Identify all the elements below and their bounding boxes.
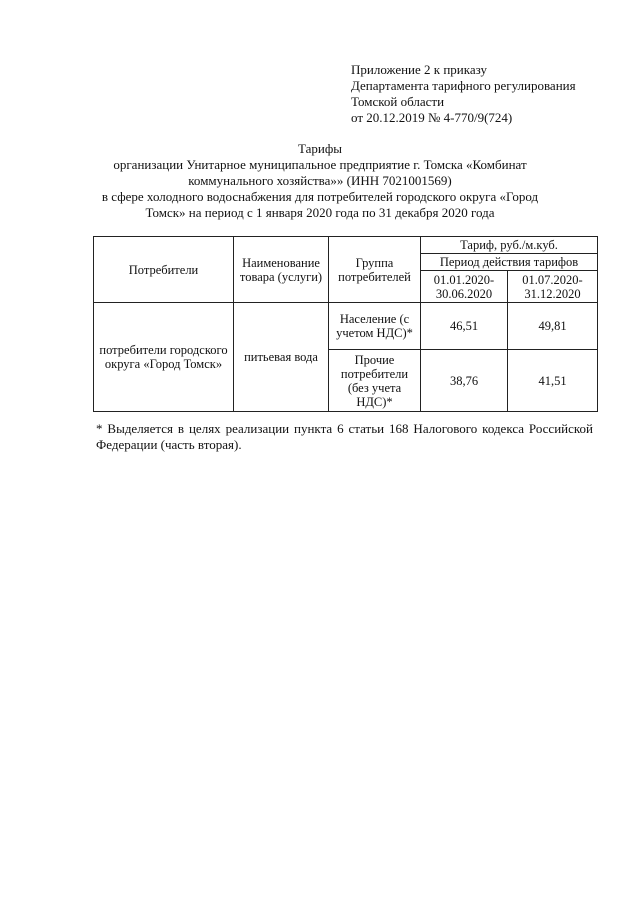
appendix-header [351,62,621,126]
tariff-value-cell: 38,76 [421,350,508,412]
appendix-line: Томской области [351,94,445,109]
product-cell: питьевая вода [234,303,329,412]
tariff-value-cell: 49,81 [508,303,598,350]
header-group: Группа потребителей [329,237,421,303]
title-heading: Тарифы [297,141,342,156]
appendix-order-number: от 20.12.2019 № 4-770/9(724) [351,110,513,125]
consumer-cell: потребители городского округа «Город Томск» [94,303,234,412]
title-line: коммунального хозяйства»» (ИНН 7021001569) [188,173,452,188]
tariff-value-cell: 46,51 [421,303,508,350]
group-cell: Население (с учетом НДС)* [329,303,421,350]
header-tariff: Тариф, руб./м.куб. [421,237,598,254]
header-product: Наименование товара (услуги) [234,237,329,303]
title-line: Томск» на период с 1 января 2020 года по 31 декабря 2020 года [145,205,495,220]
header-period-2: 01.07.2020-31.12.2020 [508,271,598,303]
title-line: в сфере холодного водоснабжения для потребителей городского округа «Город [101,189,539,204]
header-period-1: 01.01.2020-30.06.2020 [421,271,508,303]
tariff-value-cell: 41,51 [508,350,598,412]
appendix-line: Приложение 2 к приказу [351,62,488,77]
title-line: организации Унитарное муниципальное предприятие г. Томска «Комбинат [113,157,527,172]
footnote: * Выделяется в целях реализации пункта 6 статьи 168 Налогового кодекса Российской Федерации (часть вторая). [96,421,593,452]
table-header-row [94,237,598,254]
document-title [96,141,544,221]
header-period: Период действия тарифов [421,254,598,271]
group-cell: Прочие потребители (без учета НДС)* [329,350,421,412]
appendix-line: Департамента тарифного регулирования [351,78,576,93]
table-row [94,303,598,350]
header-consumers: Потребители [94,237,234,303]
tariff-table [93,236,598,412]
